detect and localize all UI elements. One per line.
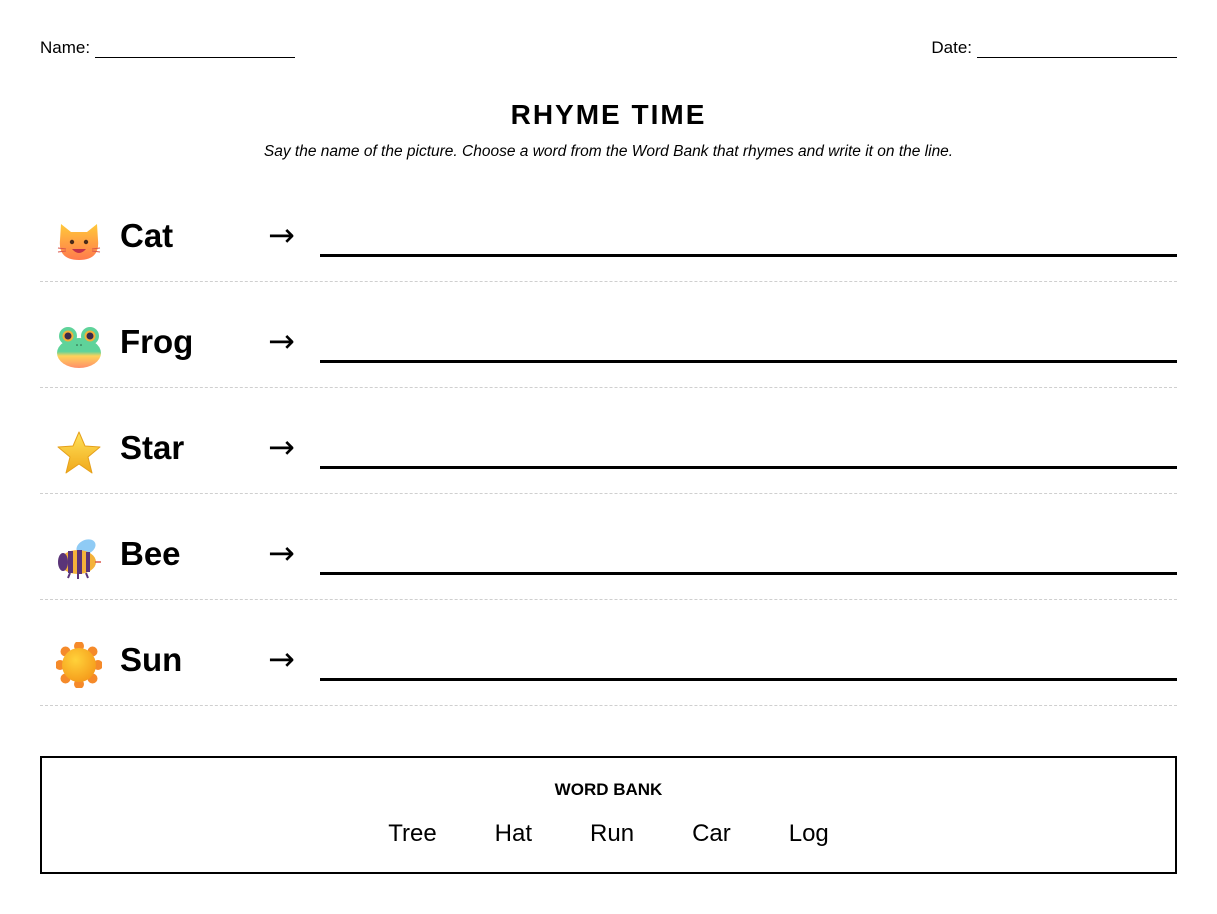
name-blank-line[interactable] <box>95 40 295 58</box>
rhyme-row-sun <box>40 600 1177 706</box>
word-bank-word: Run <box>590 820 635 847</box>
arrow-icon: → <box>268 640 295 678</box>
answer-line[interactable] <box>320 360 1177 363</box>
date-blank-line[interactable] <box>977 40 1177 58</box>
item-word: Sun <box>120 641 183 678</box>
name-label: Name: <box>40 38 91 57</box>
word-bank-word: Car <box>692 820 731 847</box>
word-bank-box <box>40 756 1177 874</box>
instructions: Say the name of the picture. Choose a word from the Word Bank that rhymes and write it on the line. <box>263 143 954 160</box>
item-word: Cat <box>120 217 174 254</box>
word-bank-word: Tree <box>388 820 437 847</box>
item-word: Star <box>120 429 185 466</box>
arrow-icon: → <box>268 216 295 254</box>
word-bank-title: WORD BANK <box>554 780 663 799</box>
answer-line[interactable] <box>320 572 1177 575</box>
page-title: RHYME TIME <box>510 99 707 130</box>
rhyme-row-star <box>40 388 1177 494</box>
arrow-icon: → <box>268 322 295 360</box>
arrow-icon: → <box>268 428 295 466</box>
sun-icon <box>56 642 102 688</box>
frog-face-icon <box>56 324 102 370</box>
rhyme-rows <box>40 176 1177 706</box>
rhyme-row-cat <box>40 176 1177 282</box>
rhyme-row-bee <box>40 494 1177 600</box>
item-word: Bee <box>120 535 181 572</box>
bee-icon <box>56 536 102 582</box>
rhyme-row-frog <box>40 282 1177 388</box>
answer-line[interactable] <box>320 466 1177 469</box>
answer-line[interactable] <box>320 254 1177 257</box>
star-icon <box>56 430 102 476</box>
word-bank-word: Log <box>788 820 829 847</box>
cat-face-icon <box>56 218 102 264</box>
word-bank-words <box>42 820 1175 848</box>
answer-line[interactable] <box>320 678 1177 681</box>
word-bank-word: Hat <box>494 820 533 847</box>
item-word: Frog <box>120 323 194 360</box>
header-row <box>40 38 1177 62</box>
name-field[interactable] <box>40 38 295 58</box>
date-label: Date: <box>931 38 972 57</box>
arrow-icon: → <box>268 534 295 572</box>
date-field[interactable] <box>931 38 1177 58</box>
